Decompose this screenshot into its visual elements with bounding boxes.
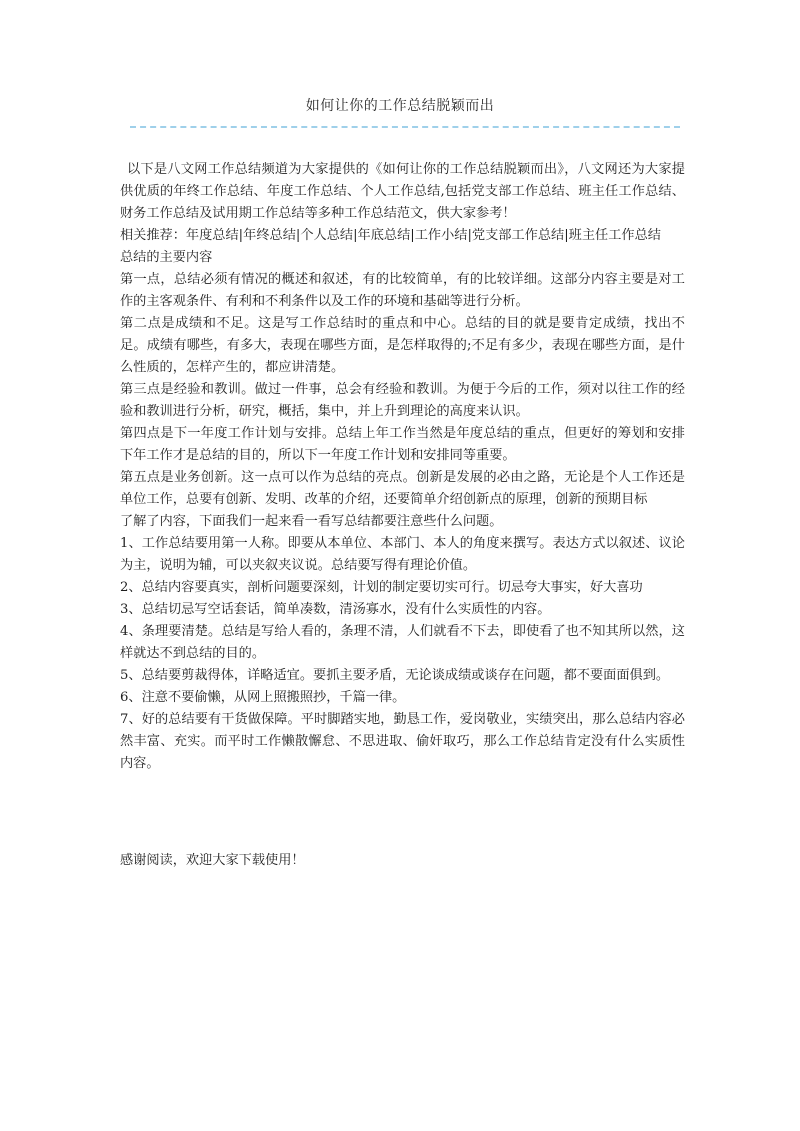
note-item: 5、总结要剪裁得体，详略适宜。要抓主要矛盾，无论谈成绩或谈存在问题，都不要面面俱到。 bbox=[120, 668, 670, 683]
note-item: 1、工作总结要用第一人称。即要从本单位、本部门、本人的角度来撰写。表达方式以叙述、议论为主，说明为辅，可以夹叙夹议说。总结要写得有理论价值。 bbox=[120, 536, 685, 573]
document-title: 如何让你的工作总结脱颖而出 bbox=[305, 98, 495, 114]
intro-paragraph: 以下是八文网工作总结频道为大家提供的《如何让你的工作总结脱颖而出》，八文网还为大家提供优质的年终工作总结、年度工作总结、个人工作总结,包括党支部工作总结、班主任工作总结、财务工作总结及试用期工作总结等多种工作总结范文，供大家参考！ bbox=[120, 162, 685, 221]
note-item: 3、总结切忌写空话套话，简单凑数，清汤寡水，没有什么实质性的内容。 bbox=[120, 602, 551, 617]
document-body bbox=[120, 159, 685, 775]
note-item: 6、注意不要偷懒，从网上照搬照抄，千篇一律。 bbox=[120, 690, 406, 705]
closing-line: 感谢阅读，欢迎大家下载使用！ bbox=[120, 853, 305, 868]
point-paragraph: 第一点，总结必须有情况的概述和叙述，有的比较简单，有的比较详细。这部分内容主要是对工作的主客观条件、有利和不利条件以及工作的环境和基础等进行分析。 bbox=[120, 272, 685, 309]
transition-paragraph: 了解了内容，下面我们一起来看一看写总结都要注意些什么问题。 bbox=[120, 514, 503, 529]
point-paragraph: 第二点是成绩和不足。这是写工作总结时的重点和中心。总结的目的就是要肯定成绩，找出不足。成绩有哪些，有多大，表现在哪些方面，是怎样取得的;不足有多少，表现在哪些方面，是什么性质的，怎样产生的，都应讲清楚。 bbox=[120, 316, 685, 375]
note-item: 2、总结内容要真实，剖析问题要深刻，计划的制定要切实可行。切忌夸大事实，好大喜功 bbox=[120, 580, 643, 595]
related-links: 相关推荐：年度总结|年终总结|个人总结|年底总结|工作小结|党支部工作总结|班主任工作总结 bbox=[120, 228, 661, 243]
section-heading: 总结的主要内容 bbox=[120, 250, 213, 265]
title-divider bbox=[130, 126, 680, 128]
note-item: 4、条理要清楚。总结是写给人看的，条理不清，人们就看不下去，即使看了也不知其所以然，这样就达不到总结的目的。 bbox=[120, 624, 685, 661]
note-item: 7、好的总结要有干货做保障。平时脚踏实地，勤恳工作，爱岗敬业，实绩突出，那么总结内容必然丰富、充实。而平时工作懒散懈怠、不思进取、偷奸取巧，那么工作总结肯定没有什么实质性内容。 bbox=[120, 712, 685, 771]
point-paragraph: 第四点是下一年度工作计划与安排。总结上年工作当然是年度总结的重点，但更好的筹划和安排下年工作才是总结的目的，所以下一年度工作计划和安排同等重要。 bbox=[120, 426, 685, 463]
point-paragraph: 第五点是业务创新。这一点可以作为总结的亮点。创新是发展的必由之路，无论是个人工作还是单位工作，总要有创新、发明、改革的介绍，还要简单介绍创新点的原理，创新的预期目标 bbox=[120, 470, 685, 507]
point-paragraph: 第三点是经验和教训。做过一件事，总会有经验和教训。为便于今后的工作，须对以往工作的经验和教训进行分析，研究，概括，集中，并上升到理论的高度来认识。 bbox=[120, 382, 685, 419]
